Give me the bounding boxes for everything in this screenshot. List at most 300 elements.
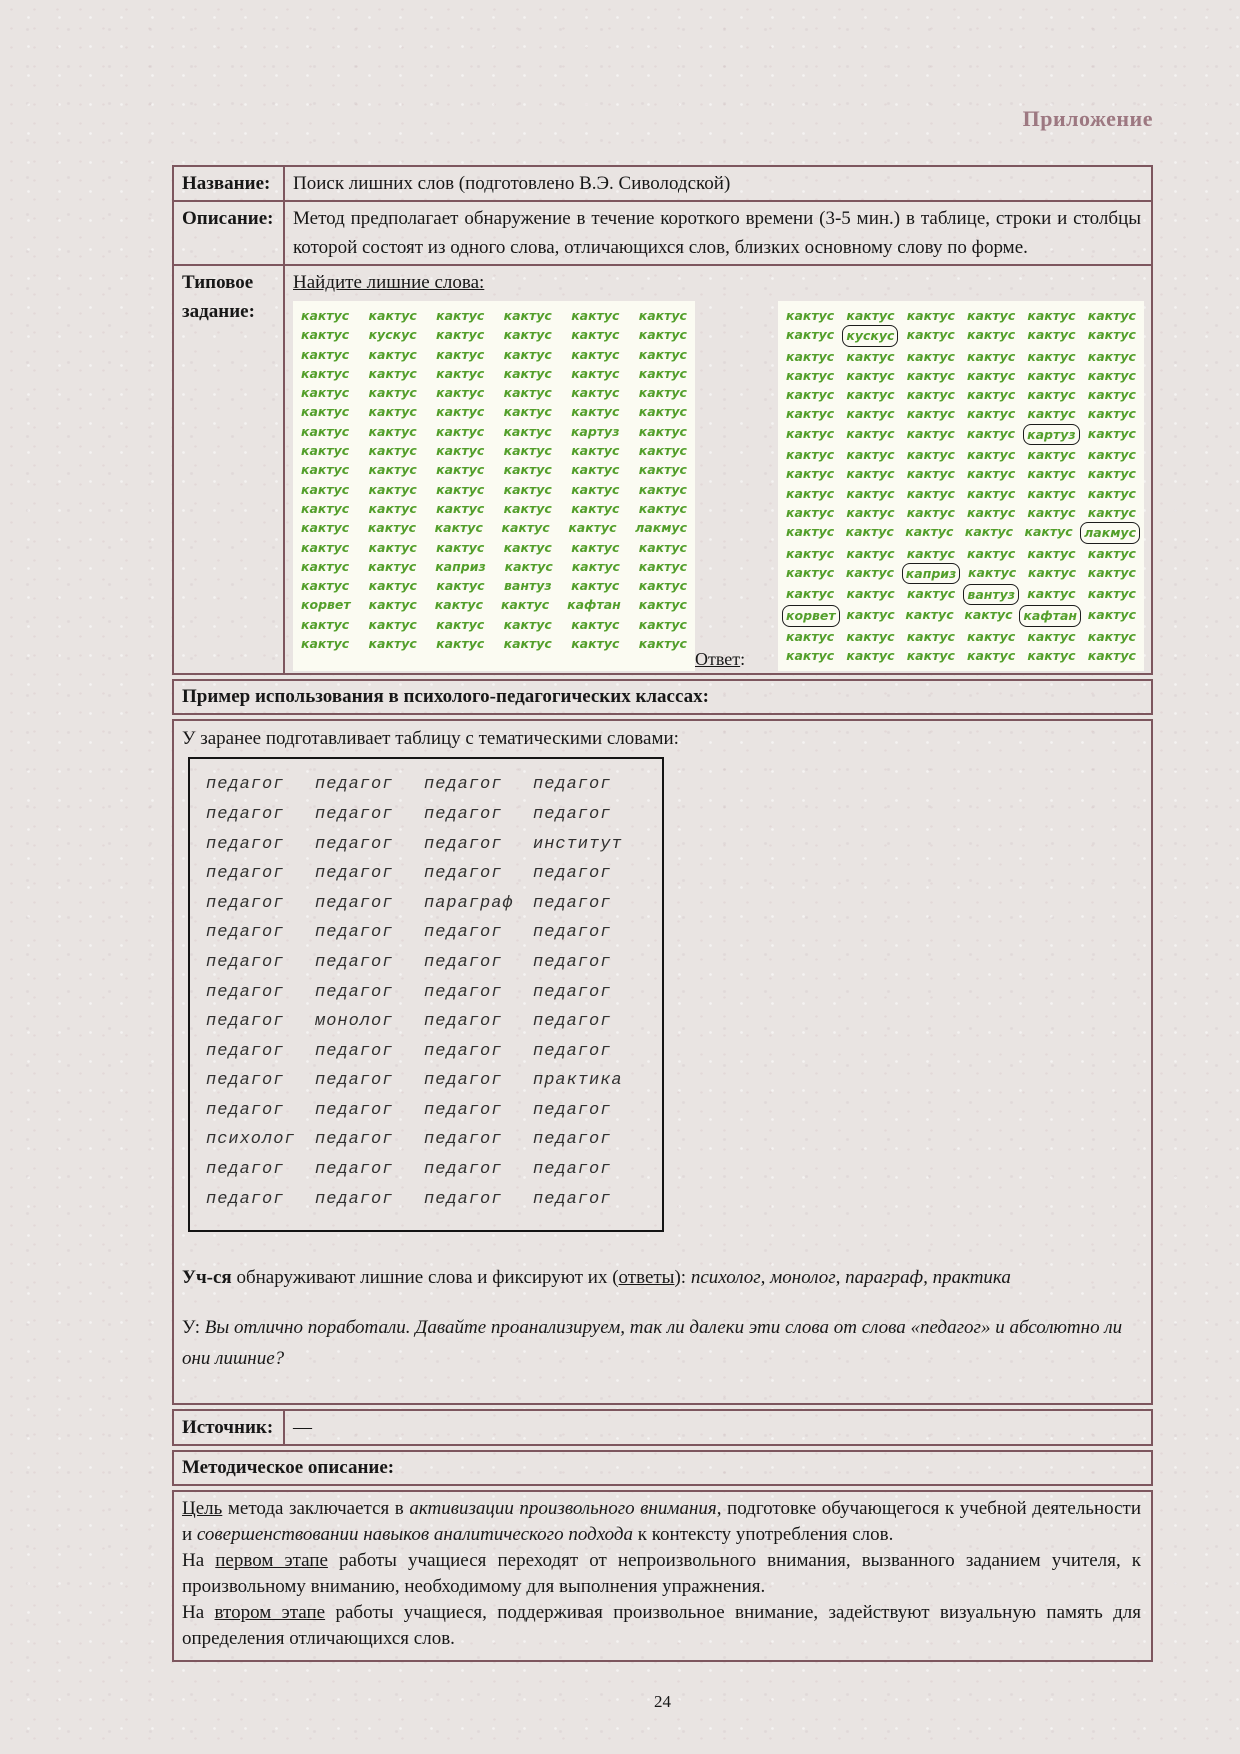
grid-word: кактус [503, 481, 552, 497]
grid-word: кактус [786, 367, 835, 383]
word-grid-row [301, 557, 687, 576]
table-word: педагог [315, 1041, 394, 1061]
grid-word: кактус [906, 327, 955, 343]
grid-word: кактус [368, 385, 417, 401]
text-segment: втором этапе [214, 1602, 326, 1624]
word-grid-row [786, 464, 1136, 483]
grid-word: кактус [846, 466, 895, 482]
word-table-row [206, 1037, 656, 1067]
grid-word: кактус [436, 462, 485, 478]
word-grid-row [301, 499, 687, 518]
odd-word-boxed: каприз [902, 563, 961, 584]
table-word: педагог [424, 1041, 503, 1061]
grid-word: кактус [436, 636, 485, 652]
text-segment: На [182, 1602, 215, 1624]
grid-word: кактус [301, 558, 350, 574]
grid-word: кактус [571, 481, 620, 497]
answer-word: Ответ [695, 649, 741, 670]
text-segment: , подготовке обучающегося к учебной деятельности и [182, 1498, 1142, 1546]
word-grid-row [786, 306, 1136, 325]
word-grid-row [786, 646, 1136, 665]
grid-word: кактус [368, 423, 417, 439]
grid-word: кактус [368, 597, 417, 613]
grid-word: кактус [503, 365, 552, 381]
grid-word: кактус [967, 327, 1016, 343]
table-word: педагог [315, 775, 394, 795]
odd-word: вантуз [504, 578, 552, 594]
grid-word: кактус [967, 406, 1016, 422]
grid-word: кактус [906, 367, 955, 383]
grid-word: кактус [301, 385, 350, 401]
grid-word: кактус [503, 539, 552, 555]
grid-word: кактус [967, 485, 1016, 501]
method-paragraph-stage1 [182, 1548, 1141, 1600]
task-prompt: Найдите лишние слова: [293, 272, 485, 293]
text-segment: ): [674, 1267, 691, 1289]
grid-word: кактус [1087, 564, 1136, 580]
table-word: педагог [206, 775, 285, 795]
grid-word: кактус [846, 406, 895, 422]
grid-word: кактус [638, 616, 687, 632]
grid-word: кактус [638, 481, 687, 497]
word-grid-row [786, 404, 1136, 423]
word-table-row [206, 1066, 656, 1096]
grid-word: кактус [368, 443, 417, 459]
grid-word: кактус [638, 636, 687, 652]
word-grid-row [786, 484, 1136, 503]
table-word: педагог [315, 834, 394, 854]
word-grid-row [301, 576, 687, 595]
word-table-row [206, 1096, 656, 1126]
odd-word: каприз [435, 558, 486, 574]
table-word: педагог [315, 1189, 394, 1209]
grid-word: кактус [638, 365, 687, 381]
grid-word: кактус [301, 423, 350, 439]
grid-word: кактус [845, 564, 895, 580]
grid-word: кактус [966, 425, 1016, 441]
grid-word: кактус [503, 385, 552, 401]
table-word: педагог [315, 864, 394, 884]
grid-word: кактус [301, 308, 350, 323]
grid-word: кактус [786, 348, 835, 364]
grid-word: кактус [571, 558, 620, 574]
word-table-row [206, 889, 656, 919]
name-value: Поиск лишних слов (подготовлено В.Э. Сиволодской) [293, 173, 731, 194]
table-word: педагог [533, 982, 612, 1002]
grid-word: кактус [845, 524, 894, 540]
word-grid-row [301, 422, 687, 441]
word-grid-row [786, 366, 1136, 385]
grid-word: кактус [638, 462, 687, 478]
grid-word: кактус [846, 367, 895, 383]
grid-word: кактус [786, 545, 835, 561]
word-table-row [206, 1125, 656, 1155]
grid-word: кактус [1027, 447, 1076, 463]
table-word: педагог [206, 923, 285, 943]
grid-word: кактус [906, 447, 955, 463]
description-value: Метод предполагает обнаружение в течение короткого времени (3-5 мин.) в таблице, строки и столбцы которой состоят из одного слова, отличающихся слов, близких основному слову по форме. [293, 208, 1141, 258]
grid-word: кактус [906, 545, 955, 561]
grid-word: кактус [436, 616, 485, 632]
grid-word: кактус [1027, 545, 1076, 561]
grid-word: кактус [503, 327, 552, 343]
odd-word: картуз [570, 423, 620, 439]
grid-word: кактус [1027, 406, 1076, 422]
word-table-row [206, 1007, 656, 1037]
table-word: педагог [424, 1012, 503, 1032]
grid-word: кактус [638, 539, 687, 555]
table-word: педагог [424, 834, 503, 854]
table-word: педагог [315, 1130, 394, 1150]
grid-word: кактус [906, 387, 955, 403]
grid-word: кактус [967, 648, 1016, 664]
grid-word: кактус [906, 308, 955, 323]
grid-word: кактус [967, 348, 1016, 364]
table-word: педагог [424, 952, 503, 972]
table-word: педагог [206, 1041, 285, 1061]
grid-word: кактус [368, 365, 417, 381]
table-word: педагог [424, 775, 503, 795]
grid-word: кактус [503, 346, 552, 362]
word-grid-row [301, 615, 687, 634]
grid-word: кактус [503, 636, 552, 652]
description-row [174, 200, 1151, 264]
name-row [174, 167, 1151, 200]
grid-word: кактус [1087, 348, 1136, 364]
text-segment: У [182, 1317, 195, 1339]
table-word: педагог [424, 1160, 503, 1180]
word-grid-row [301, 364, 687, 383]
grid-word: кактус [503, 462, 552, 478]
grid-word: кактус [786, 425, 835, 441]
grid-word: кактус [1027, 348, 1076, 364]
grid-word: кактус [571, 385, 620, 401]
page-number: 24 [654, 1692, 671, 1712]
grid-word: кактус [846, 648, 895, 664]
grid-word: кактус [368, 462, 417, 478]
grid-word: кактус [368, 616, 417, 632]
word-table-row [206, 830, 656, 860]
grid-word: кактус [301, 327, 350, 343]
grid-word: кактус [1087, 327, 1136, 343]
grid-word: кактус [571, 636, 620, 652]
method-paragraph-stage2 [182, 1600, 1141, 1652]
word-grid-row [786, 445, 1136, 464]
text-segment: работы учащиеся, поддерживая произвольное внимание, задействуют визуальную память для определения отличающихся слов. [182, 1602, 1141, 1650]
grid-word: кактус [571, 346, 620, 362]
table-word: педагог [533, 1130, 612, 1150]
table-word: педагог [533, 1100, 612, 1120]
grid-word: кактус [1027, 586, 1076, 602]
grid-word: кактус [967, 545, 1016, 561]
grid-word: кактус [906, 406, 955, 422]
word-grids [293, 301, 1144, 671]
word-grid-row [301, 325, 687, 344]
task-word-grid [293, 301, 695, 671]
word-grid-row [301, 595, 687, 614]
word-grid-row [301, 538, 687, 557]
grid-word: кактус [1027, 466, 1076, 482]
grid-word: кактус [906, 628, 955, 644]
table-word: педагог [206, 952, 285, 972]
grid-word: кактус [301, 404, 350, 420]
grid-word: кактус [1087, 308, 1136, 323]
table-word: педагог [315, 952, 394, 972]
grid-word: кактус [368, 308, 417, 323]
text-segment: активизации произвольного внимания [409, 1498, 717, 1520]
grid-word: кактус [638, 578, 687, 594]
grid-word: кактус [846, 586, 895, 602]
description-label: Описание: [174, 202, 285, 264]
grid-word: кактус [967, 387, 1016, 403]
grid-word: кактус [1087, 648, 1136, 664]
grid-word: кактус [368, 346, 417, 362]
table-word: педагог [533, 775, 612, 795]
word-table-row [206, 859, 656, 889]
grid-word: кактус [638, 404, 687, 420]
grid-word: кактус [571, 327, 620, 343]
word-grid-row [786, 584, 1136, 605]
table-word: педагог [206, 1160, 285, 1180]
grid-word: кактус [905, 607, 954, 623]
answer-label [695, 648, 745, 671]
odd-word-boxed: кафтан [1019, 605, 1081, 626]
table-word: педагог [424, 1189, 503, 1209]
grid-word: кактус [1087, 387, 1136, 403]
grid-word: кактус [571, 443, 620, 459]
grid-word: кактус [1027, 308, 1076, 323]
grid-word: кактус [504, 558, 553, 574]
grid-word: кактус [571, 365, 620, 381]
table-word: педагог [533, 1160, 612, 1180]
grid-word: кактус [1027, 485, 1076, 501]
grid-word: кактус [434, 597, 483, 613]
table-word: педагог [206, 982, 285, 1002]
table-word: педагог [206, 864, 285, 884]
table-word: педагог [424, 864, 503, 884]
example-body [174, 721, 1151, 1403]
word-table-row [206, 918, 656, 948]
odd-word: корвет [301, 597, 351, 613]
grid-word: кактус [436, 481, 485, 497]
grid-word: кактус [786, 504, 835, 520]
source-row [174, 1411, 1151, 1444]
grid-word: кактус [846, 308, 895, 323]
grid-word: кактус [1027, 628, 1076, 644]
word-table-row [206, 1155, 656, 1185]
grid-word: кактус [786, 564, 835, 580]
odd-word: психолог [206, 1130, 296, 1150]
appendix-heading: Приложение [1022, 106, 1153, 131]
grid-word: кактус [638, 558, 687, 574]
grid-word: кактус [436, 443, 485, 459]
table-word: педагог [315, 982, 394, 1002]
grid-word: кактус [301, 539, 350, 555]
grid-word: кактус [1087, 367, 1136, 383]
grid-word: кактус [1027, 504, 1076, 520]
table-word: педагог [533, 1041, 612, 1061]
grid-word: кактус [906, 425, 955, 441]
grid-word: кактус [434, 520, 483, 536]
grid-word: кактус [906, 466, 955, 482]
text-segment: первом этапе [215, 1550, 328, 1572]
grid-word: кактус [786, 308, 835, 323]
grid-word: кактус [1024, 524, 1073, 540]
grid-word: кактус [500, 597, 550, 613]
grid-word: кактус [967, 466, 1016, 482]
grid-word: кактус [571, 500, 620, 516]
grid-word: кактус [301, 636, 350, 652]
table-word: педагог [424, 804, 503, 824]
grid-word: кактус [368, 481, 417, 497]
grid-word: кактус [638, 500, 687, 516]
grid-word: кактус [638, 597, 687, 613]
grid-word: кактус [846, 545, 895, 561]
grid-word: кактус [1027, 387, 1076, 403]
word-grid-row [301, 518, 687, 537]
grid-word: кактус [301, 500, 350, 516]
grid-word: кактус [1027, 648, 1076, 664]
word-grid-row [301, 441, 687, 460]
grid-word: кактус [301, 616, 350, 632]
table-word: педагог [315, 1071, 394, 1091]
grid-word: кактус [846, 387, 895, 403]
grid-word: кактус [436, 327, 485, 343]
table-word: педагог [424, 1130, 503, 1150]
table-word: педагог [533, 893, 612, 913]
grid-word: кактус [786, 648, 835, 664]
grid-word: кактус [436, 365, 485, 381]
method-header: Методическое описание: [182, 1457, 395, 1479]
text-segment: метода заключается в [222, 1498, 410, 1520]
odd-word-boxed: кускус [842, 325, 898, 346]
word-table-row [206, 978, 656, 1008]
grid-word: кактус [503, 500, 552, 516]
table-word: педагог [206, 1189, 285, 1209]
word-table-row [206, 770, 656, 800]
grid-word: кактус [846, 607, 895, 623]
word-grid-row [301, 306, 687, 325]
grid-word: кактус [1087, 447, 1136, 463]
grid-word: кактус [503, 404, 552, 420]
word-table-row [206, 948, 656, 978]
method-card-table [172, 165, 1153, 675]
grid-word: кактус [786, 586, 835, 602]
grid-word: кактус [501, 520, 550, 536]
grid-word: кактус [846, 425, 895, 441]
grid-word: кактус [436, 346, 485, 362]
grid-word: кактус [964, 607, 1013, 623]
grid-word: кактус [967, 628, 1016, 644]
odd-word: лакмус [635, 520, 687, 536]
grid-word: кактус [967, 308, 1016, 323]
odd-word: монолог [315, 1012, 394, 1032]
word-grid-row [786, 424, 1136, 445]
table-word: педагог [315, 1100, 394, 1120]
table-word: педагог [206, 834, 285, 854]
table-word: педагог [315, 1160, 394, 1180]
grid-word: кактус [368, 558, 417, 574]
table-word: педагог [533, 952, 612, 972]
grid-word: кактус [436, 308, 485, 323]
word-grid-row [786, 563, 1136, 584]
text-segment: Цель [182, 1498, 223, 1520]
table-word: педагог [315, 893, 394, 913]
grid-word: кактус [638, 385, 687, 401]
table-word: педагог [533, 1012, 612, 1032]
word-grid-row [786, 503, 1136, 522]
grid-word: кактус [638, 346, 687, 362]
source-value: — [293, 1417, 312, 1439]
text-segment: совершенствовании навыков аналитического подхода [196, 1524, 634, 1546]
grid-word: кактус [786, 387, 835, 403]
word-grid-row [301, 480, 687, 499]
grid-word: кактус [1087, 485, 1136, 501]
word-table-row [206, 800, 656, 830]
grid-word: кактус [1027, 327, 1076, 343]
table-word: педагог [315, 923, 394, 943]
text-segment: : [194, 1317, 205, 1339]
text-segment: Уч-ся [182, 1267, 232, 1289]
grid-word: кактус [1087, 628, 1136, 644]
grid-word: кактус [786, 466, 835, 482]
answer-colon: : [740, 649, 746, 670]
word-grid-row [786, 522, 1136, 543]
grid-word: кактус [846, 628, 895, 644]
table-word: педагог [533, 923, 612, 943]
grid-word: кактус [1027, 564, 1077, 580]
grid-word: кактус [786, 406, 835, 422]
grid-word: кактус [846, 485, 895, 501]
grid-word: кактус [503, 616, 552, 632]
grid-word: кактус [967, 447, 1016, 463]
word-grid-row [301, 345, 687, 364]
table-word: педагог [424, 1100, 503, 1120]
odd-word: кускус [368, 327, 417, 343]
grid-word: кактус [301, 443, 350, 459]
table-word: педагог [206, 1071, 285, 1091]
grid-word: кактус [301, 578, 350, 594]
example-intro: У заранее подготавливает таблицу с тематическими словами: [182, 728, 679, 750]
table-word: педагог [206, 804, 285, 824]
typical-task-row [174, 264, 1151, 673]
word-grid-row [301, 383, 687, 402]
table-word: педагог [315, 804, 394, 824]
table-word: педагог [424, 923, 503, 943]
word-grid-row [786, 385, 1136, 404]
grid-word: кактус [638, 443, 687, 459]
answer-spacer [695, 301, 778, 671]
grid-word: кактус [301, 365, 350, 381]
grid-word: кактус [786, 327, 835, 343]
word-grid-row [786, 605, 1136, 626]
answer-word-grid [778, 301, 1144, 671]
grid-word: кактус [846, 348, 895, 364]
grid-word: кактус [503, 443, 552, 459]
word-grid-row [301, 634, 687, 653]
grid-word: кактус [503, 308, 552, 323]
grid-word: кактус [503, 423, 552, 439]
odd-word: практика [533, 1071, 623, 1091]
grid-word: кактус [1087, 586, 1136, 602]
grid-word: кактус [571, 616, 620, 632]
text-segment: к контексту употребления слов. [633, 1524, 894, 1546]
grid-word: кактус [638, 327, 687, 343]
grid-word: кактус [301, 481, 350, 497]
grid-word: кактус [435, 423, 485, 439]
grid-word: кактус [786, 628, 835, 644]
grid-word: кактус [786, 447, 835, 463]
